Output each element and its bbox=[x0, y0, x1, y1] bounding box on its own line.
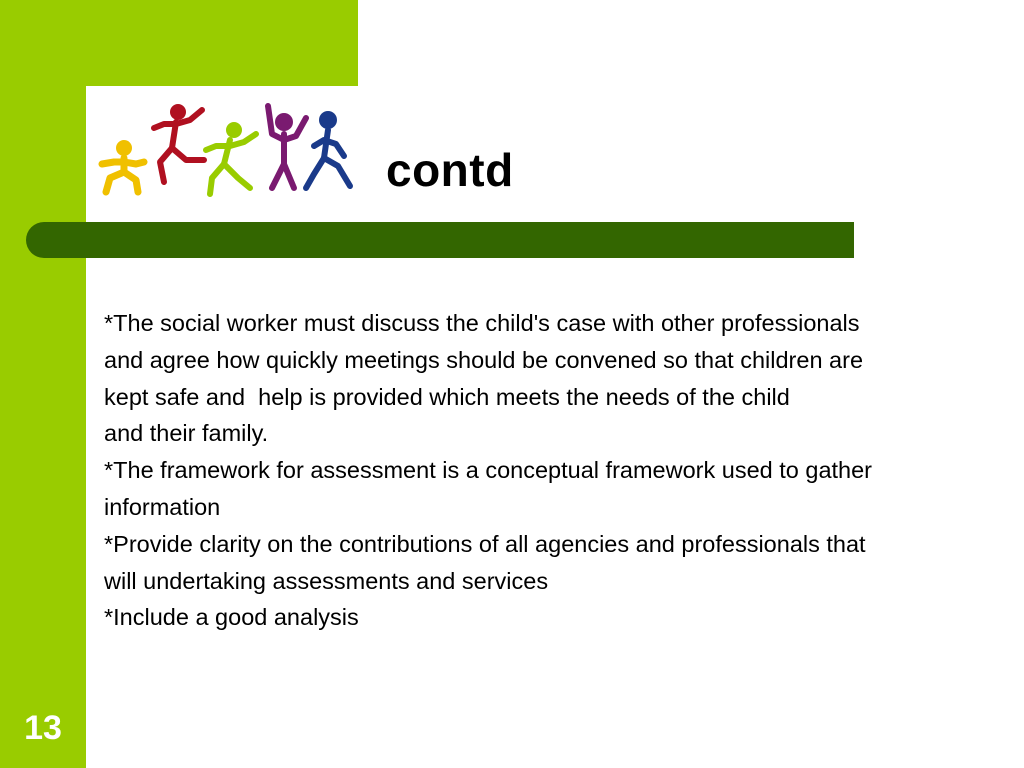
purple-figure-icon bbox=[268, 106, 306, 188]
body-line: will undertaking assessments and services bbox=[104, 567, 549, 594]
slide-body-text bbox=[104, 305, 984, 636]
body-line: *Include a good analysis bbox=[104, 604, 359, 631]
body-line: and their family. bbox=[104, 420, 269, 447]
body-line: kept safe and help is provided which meets the needs of the child bbox=[104, 383, 790, 410]
yellow-figure-icon bbox=[102, 140, 144, 192]
stick-figure-children-icon bbox=[92, 100, 362, 204]
slide-title: contd bbox=[386, 144, 514, 196]
green-figure-icon bbox=[206, 122, 256, 194]
left-accent-band bbox=[0, 0, 86, 768]
blue-figure-icon bbox=[306, 111, 350, 188]
title-divider-bar bbox=[26, 222, 854, 258]
red-figure-icon bbox=[154, 104, 204, 182]
slide-number: 13 bbox=[24, 709, 62, 747]
body-line: *The framework for assessment is a conceptual framework used to gather bbox=[104, 457, 873, 484]
top-accent-band bbox=[0, 0, 358, 86]
body-line: *Provide clarity on the contributions of all agencies and professionals that bbox=[104, 530, 866, 557]
body-line: and agree how quickly meetings should be convened so that children are bbox=[104, 346, 864, 373]
body-line: *The social worker must discuss the child's case with other professionals bbox=[104, 310, 860, 336]
body-line: information bbox=[104, 493, 221, 520]
